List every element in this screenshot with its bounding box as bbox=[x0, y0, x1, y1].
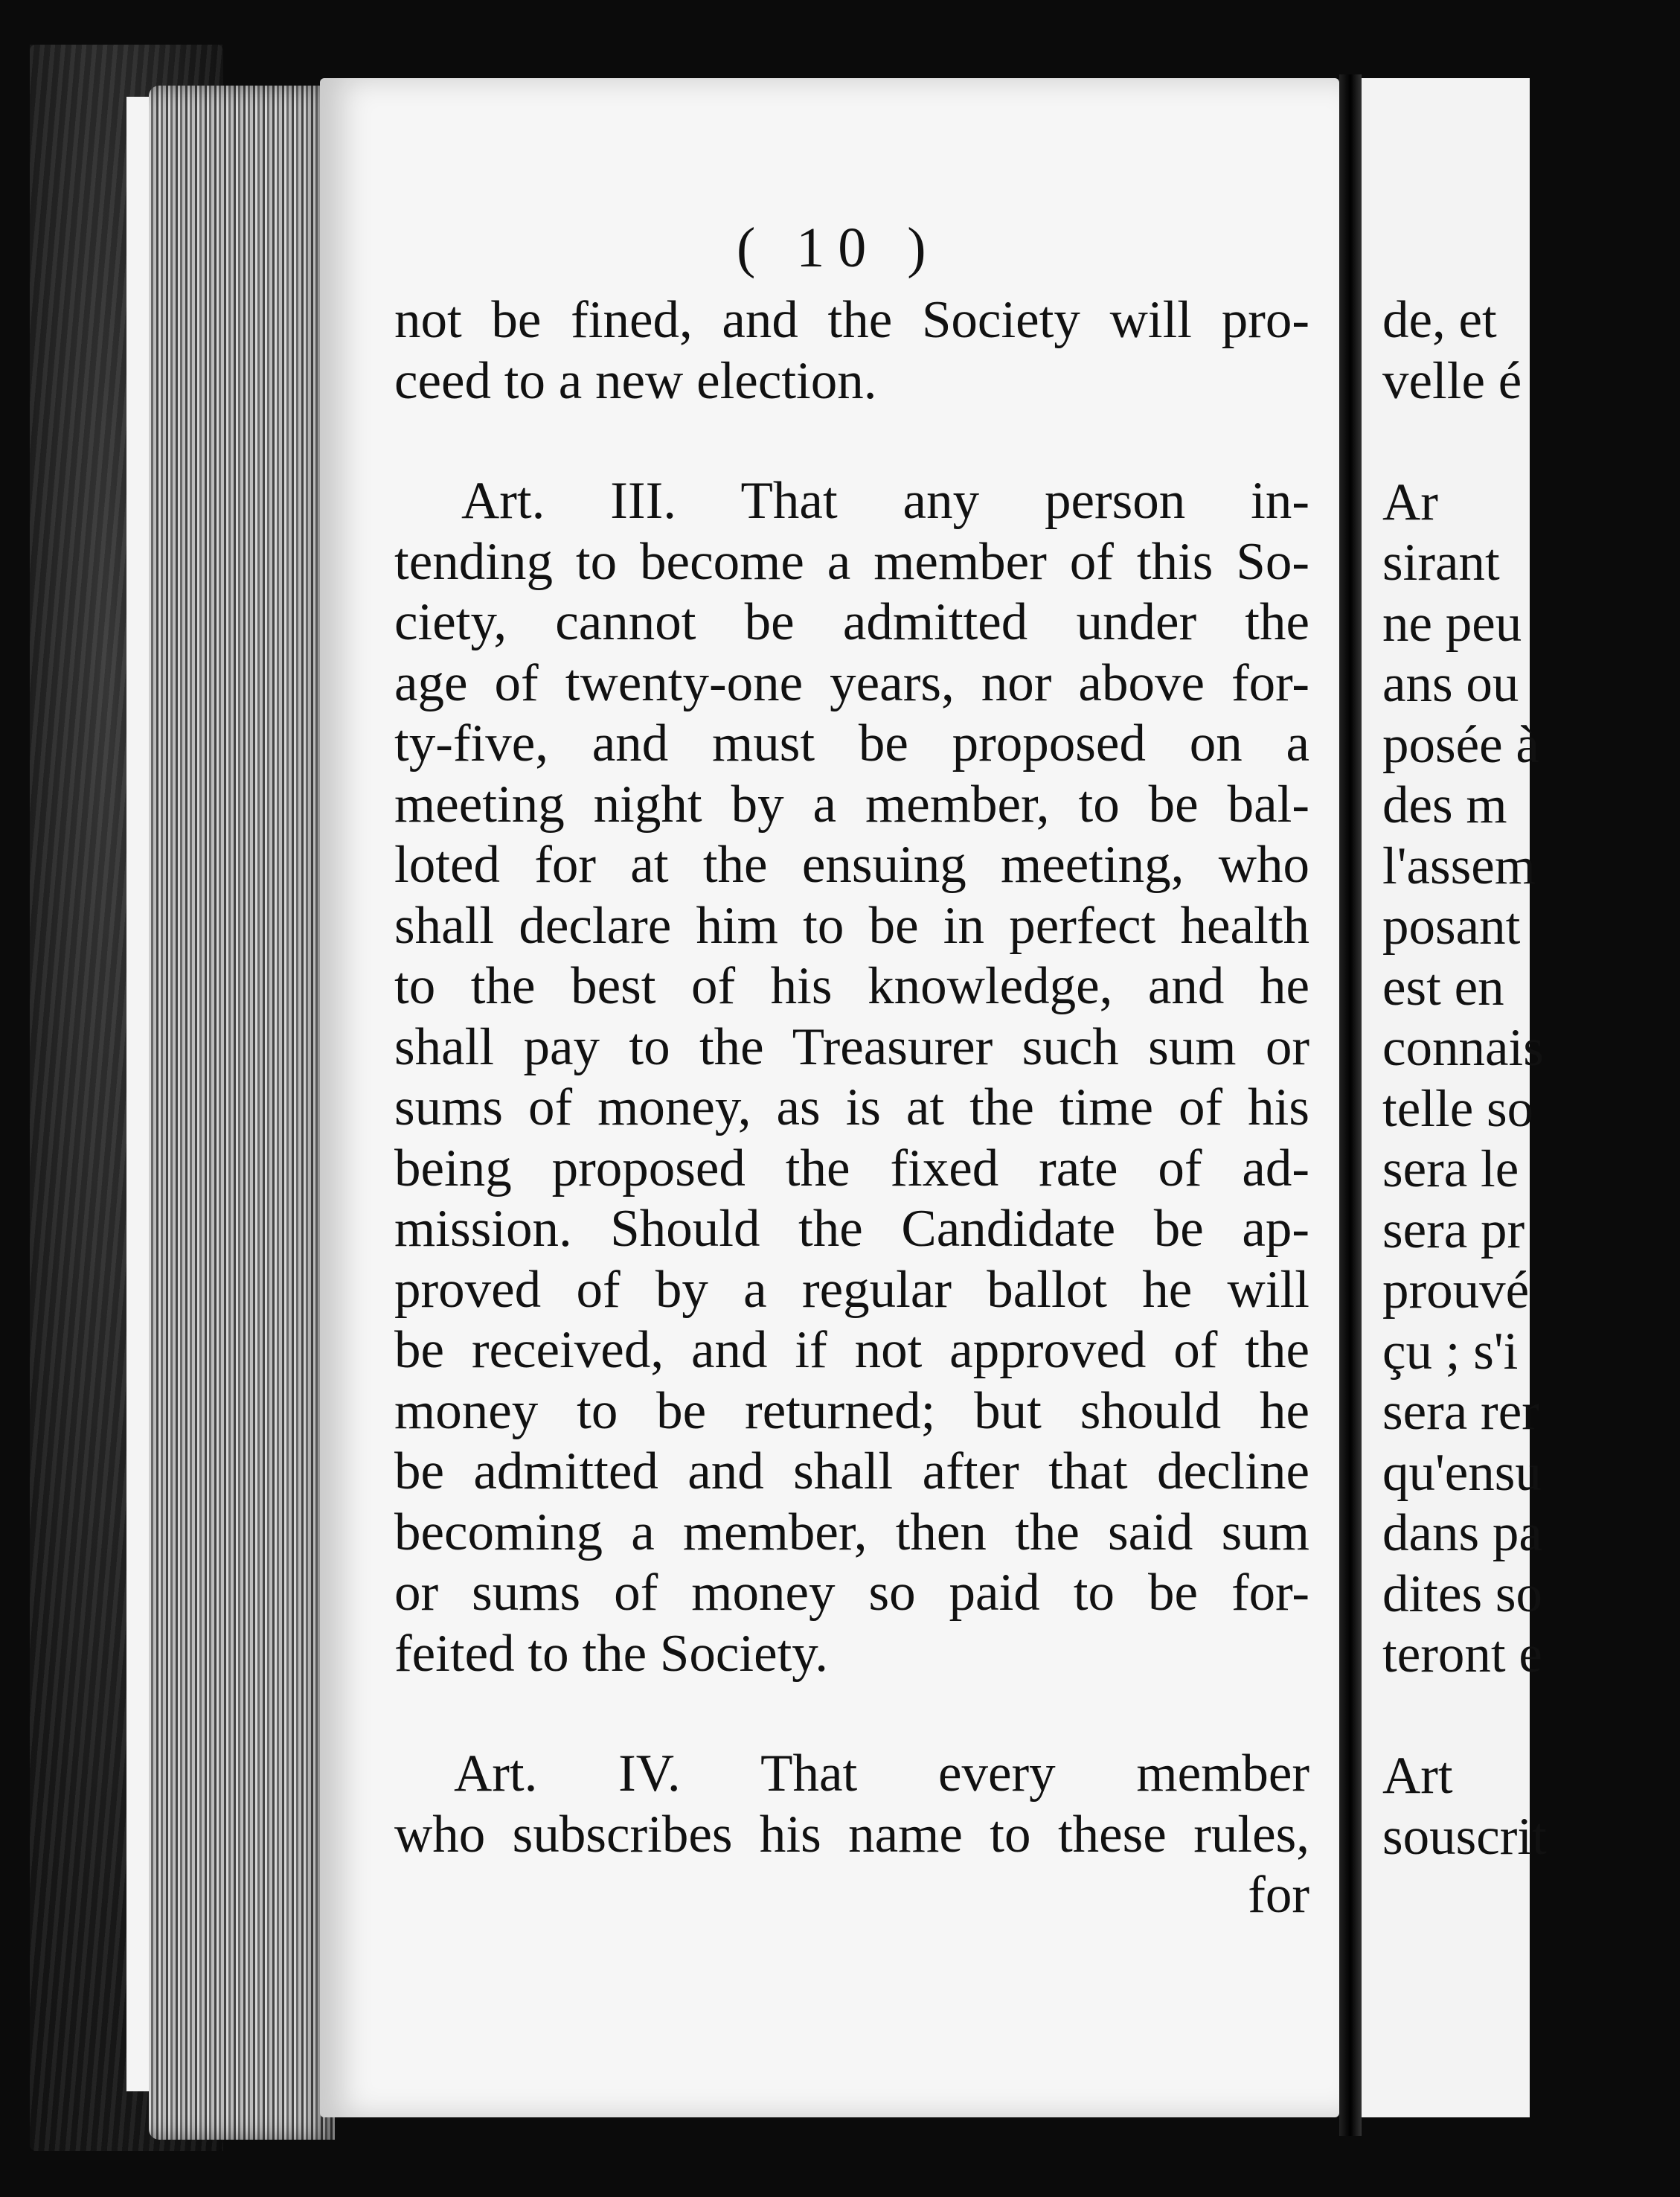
text-line: becoming a member, then the said sum bbox=[394, 1503, 1309, 1561]
text-fragment: Ar bbox=[1382, 473, 1438, 531]
text-fragment: l'assem bbox=[1382, 837, 1536, 895]
text-fragment: dans pa bbox=[1382, 1504, 1542, 1562]
catchword: for bbox=[1248, 1866, 1309, 1924]
text-fragment: çu ; s'i bbox=[1382, 1322, 1519, 1381]
right-page-text bbox=[1382, 290, 1680, 1867]
text-fragment: connais bbox=[1382, 1019, 1544, 1077]
text-line: feited to the Society. bbox=[394, 1624, 828, 1683]
text-fragment: Art bbox=[1382, 1747, 1453, 1805]
text-line: ciety, cannot be admitted under the bbox=[394, 593, 1309, 651]
text-fragment: sera pr bbox=[1382, 1200, 1525, 1259]
text-fragment: prouvé bbox=[1382, 1261, 1530, 1320]
text-line: age of twenty-one years, nor above for- bbox=[394, 653, 1309, 712]
text-fragment: ans ou bbox=[1382, 655, 1519, 713]
text-fragment: sera rer bbox=[1382, 1383, 1539, 1441]
page-number: ( 10 ) bbox=[737, 217, 940, 279]
text-fragment: sera le bbox=[1382, 1140, 1519, 1198]
text-line: tending to become a member of this So- bbox=[394, 532, 1309, 591]
text-line: be admitted and shall after that decline bbox=[394, 1442, 1309, 1500]
text-fragment: teront e bbox=[1382, 1625, 1542, 1683]
text-fragment: sirant bbox=[1382, 534, 1500, 592]
page-stack-edge bbox=[149, 86, 335, 2140]
text-fragment bbox=[1382, 1686, 1680, 1747]
book-gutter bbox=[1339, 74, 1362, 2136]
text-line: sums of money, as is at the time of his bbox=[394, 1078, 1309, 1136]
text-fragment: dites so bbox=[1382, 1564, 1542, 1623]
text-line: be received, and if not approved of the bbox=[394, 1321, 1309, 1379]
text-line: meeting night by a member, to be bal- bbox=[394, 775, 1309, 834]
text-fragment: est en bbox=[1382, 958, 1504, 1017]
text-fragment bbox=[1382, 412, 1680, 473]
text-fragment: telle so bbox=[1382, 1079, 1534, 1138]
text-line: being proposed the fixed rate of ad- bbox=[394, 1139, 1309, 1197]
text-line: shall pay to the Treasurer such sum or bbox=[394, 1017, 1309, 1076]
text-fragment: posée à bbox=[1382, 715, 1539, 774]
text-line: mission. Should the Candidate be ap- bbox=[394, 1200, 1309, 1258]
article-heading-line: Art. III. That any person in- bbox=[461, 472, 1309, 530]
text-line: loted for at the ensuing meeting, who bbox=[394, 836, 1309, 894]
text-line: or sums of money so paid to be for- bbox=[394, 1564, 1309, 1622]
article-heading-line: Art. IV. That every member bbox=[454, 1745, 1309, 1803]
text-fragment: velle é bbox=[1382, 351, 1522, 410]
text-fragment: des m bbox=[1382, 776, 1507, 834]
left-page-text bbox=[394, 290, 1309, 1926]
text-fragment: posant bbox=[1382, 898, 1521, 956]
text-line: not be fined, and the Society will pro- bbox=[394, 291, 1309, 349]
text-line: proved of by a regular ballot he will bbox=[394, 1260, 1309, 1319]
text-fragment: qu'ensu bbox=[1382, 1443, 1542, 1502]
text-line: ceed to a new election. bbox=[394, 351, 877, 410]
text-line: money to be returned; but should he bbox=[394, 1381, 1309, 1440]
text-line: to the best of his knowledge, and he bbox=[394, 957, 1309, 1015]
text-line: ty-five, and must be proposed on a bbox=[394, 714, 1309, 773]
text-line: who subscribes his name to these rules, bbox=[394, 1805, 1309, 1864]
text-fragment: ne peu bbox=[1382, 594, 1522, 653]
text-line: shall declare him to be in perfect health bbox=[394, 896, 1309, 955]
text-fragment: souscrit bbox=[1382, 1807, 1547, 1866]
text-fragment: de, et bbox=[1382, 291, 1497, 349]
